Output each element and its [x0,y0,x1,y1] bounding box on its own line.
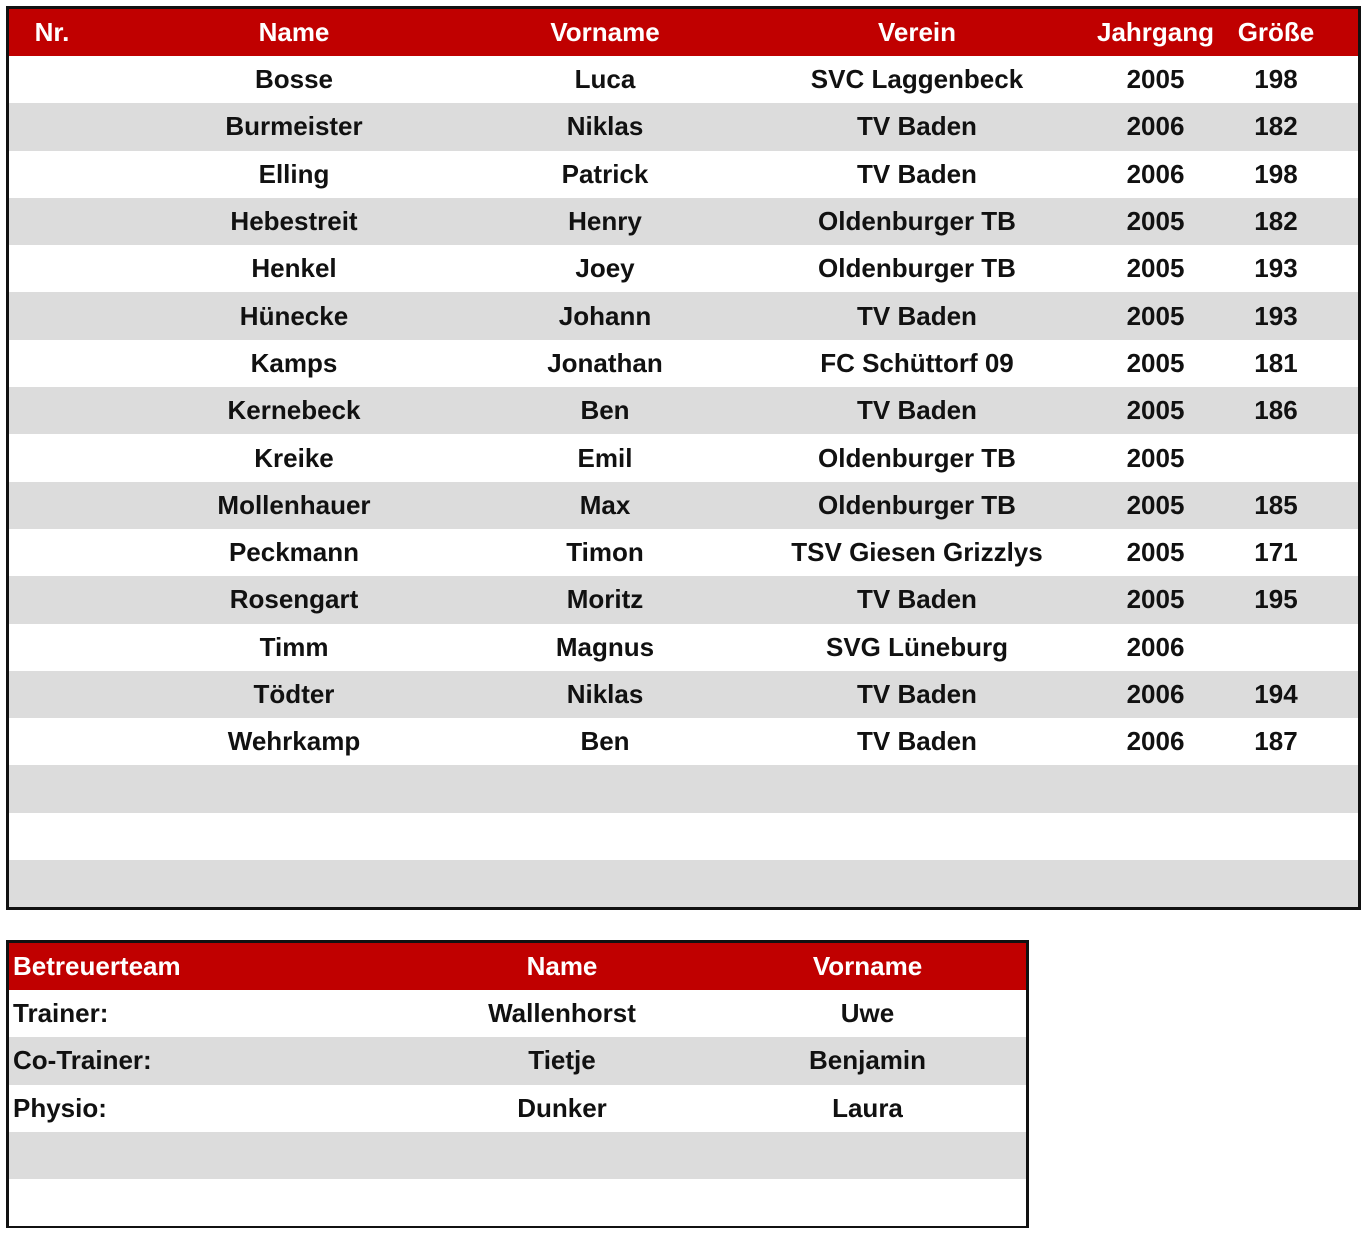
cell-groesse [1194,813,1358,860]
cell-name [95,860,493,907]
cell-verein: TV Baden [857,679,977,709]
cell-vorname: Jonathan [547,347,663,378]
cell-name: Burmeister [225,111,363,142]
cell-vorname [493,860,717,907]
cell-verein: TV Baden [857,584,977,615]
cell-jahrgang: 2006 [1126,679,1185,709]
cell-name: Kernebeck [227,395,361,426]
cell-staff-vorname: Benjamin [808,1045,927,1076]
cell-vorname [493,765,717,812]
cell-groesse [1194,624,1358,671]
table-row [9,198,1358,245]
cell-groesse: 186 [1254,395,1298,426]
table-row [9,1132,1026,1179]
table-row [9,434,1358,481]
cell-verein: TV Baden [857,158,977,189]
cell-staff-name: Dunker [517,1092,607,1123]
cell-nr [9,576,95,623]
header-nr: Nr. [34,17,70,47]
cell-name: Hebestreit [230,206,358,237]
cell-vorname: Emil [577,442,633,473]
table-row [9,1085,1026,1132]
cell-role [9,1179,415,1226]
cell-verein: Oldenburger TB [818,489,1016,520]
header-betreuerteam: Betreuerteam [13,951,181,981]
cell-staff-vorname [709,1179,1026,1226]
staff-table [6,940,1029,1228]
table-row [9,292,1358,339]
cell-nr [9,103,95,150]
cell-groesse [1194,765,1358,812]
cell-jahrgang: 2005 [1126,584,1185,615]
cell-groesse: 198 [1254,158,1298,189]
cell-name: Elling [258,158,330,189]
cell-jahrgang: 2005 [1126,253,1185,284]
cell-nr [9,860,95,907]
cell-name: Hünecke [239,300,349,331]
cell-verein: Oldenburger TB [818,253,1016,284]
table-row [9,1037,1026,1084]
table-row [9,103,1358,150]
cell-verein [717,765,1117,812]
cell-nr [9,245,95,292]
cell-vorname: Max [579,489,631,520]
cell-vorname [493,813,717,860]
cell-name: Bosse [254,64,334,95]
cell-staff-vorname: Uwe [840,998,895,1029]
cell-name: Peckmann [228,537,360,568]
table-row [9,387,1358,434]
staff-header-row [9,943,1026,990]
cell-vorname: Ben [580,726,630,757]
cell-vorname: Patrick [561,158,649,189]
cell-nr [9,434,95,481]
header-groesse: Größe [1237,17,1315,47]
cell-verein: SVG Lüneburg [826,631,1008,662]
cell-jahrgang: 2005 [1126,442,1185,473]
cell-name: Tödter [253,679,335,709]
cell-groesse: 182 [1254,206,1298,237]
cell-name [95,813,493,860]
cell-groesse: 194 [1254,679,1298,709]
cell-verein: TSV Giesen Grizzlys [791,537,1043,568]
cell-vorname: Timon [566,537,644,568]
header-verein: Verein [877,17,957,47]
roster-header-row [9,9,1358,56]
roster-body [9,56,1358,907]
cell-staff-name: Wallenhorst [488,998,636,1029]
cell-jahrgang: 2006 [1126,631,1185,662]
cell-name: Kamps [250,347,338,378]
table-row [9,624,1358,671]
cell-nr [9,765,95,812]
table-row [9,813,1358,860]
cell-vorname: Luca [574,64,636,95]
table-row [9,340,1358,387]
cell-nr [9,56,95,103]
roster-table [6,6,1361,910]
cell-jahrgang: 2005 [1126,347,1185,378]
table-row [9,56,1358,103]
cell-groesse: 182 [1254,111,1298,142]
cell-vorname: Johann [558,300,652,331]
header-name: Name [258,17,330,47]
cell-groesse: 195 [1254,584,1298,615]
cell-verein: SVC Laggenbeck [810,64,1024,95]
cell-nr [9,671,95,718]
cell-role: Trainer: [13,998,109,1029]
table-row [9,151,1358,198]
table-row [9,529,1358,576]
cell-jahrgang: 2005 [1126,300,1185,331]
cell-vorname: Henry [568,206,642,237]
cell-jahrgang: 2006 [1126,111,1185,142]
cell-role [9,1132,415,1179]
cell-staff-vorname: Laura [832,1092,903,1123]
cell-vorname: Joey [575,253,635,284]
cell-nr [9,482,95,529]
cell-nr [9,387,95,434]
cell-verein: TV Baden [857,726,977,757]
table-row [9,245,1358,292]
cell-nr [9,292,95,339]
header-vorname: Vorname [550,17,660,47]
cell-verein: FC Schüttorf 09 [820,347,1014,378]
table-row [9,860,1358,907]
cell-verein [717,813,1117,860]
cell-verein: Oldenburger TB [818,442,1016,473]
cell-groesse: 193 [1254,253,1298,284]
table-row [9,990,1026,1037]
cell-jahrgang: 2005 [1126,395,1185,426]
cell-groesse: 198 [1254,64,1298,95]
cell-vorname: Magnus [555,631,655,662]
cell-groesse: 181 [1254,347,1298,378]
header-staff-vorname: Vorname [812,951,923,981]
cell-jahrgang [1117,813,1194,860]
table-row [9,765,1358,812]
cell-groesse: 185 [1254,489,1298,520]
cell-vorname: Niklas [566,111,644,142]
staff-body [9,990,1026,1226]
header-jahrgang: Jahrgang [1096,17,1215,47]
cell-vorname: Niklas [566,679,644,709]
cell-name: Henkel [251,253,337,284]
cell-jahrgang: 2005 [1126,206,1185,237]
cell-groesse: 187 [1254,726,1298,757]
table-row [9,482,1358,529]
cell-nr [9,198,95,245]
cell-name: Timm [259,631,329,662]
cell-jahrgang [1117,765,1194,812]
cell-nr [9,718,95,765]
cell-nr [9,813,95,860]
cell-jahrgang: 2006 [1126,726,1185,757]
cell-jahrgang: 2005 [1126,64,1185,95]
cell-verein: Oldenburger TB [818,206,1016,237]
cell-name: Kreike [254,442,334,473]
cell-staff-vorname [709,1132,1026,1179]
cell-jahrgang: 2005 [1126,489,1185,520]
table-row [9,718,1358,765]
cell-groesse: 171 [1254,537,1298,568]
cell-staff-name [415,1132,709,1179]
cell-staff-name: Tietje [528,1045,596,1076]
cell-staff-name [415,1179,709,1226]
cell-jahrgang: 2006 [1126,158,1185,189]
cell-verein: TV Baden [857,111,977,142]
cell-groesse [1194,860,1358,907]
cell-name: Rosengart [229,584,359,615]
cell-role: Physio: [13,1092,107,1123]
cell-jahrgang [1117,860,1194,907]
cell-groesse [1194,434,1358,481]
cell-nr [9,340,95,387]
cell-vorname: Ben [580,395,630,426]
cell-vorname: Moritz [566,584,644,615]
cell-name: Wehrkamp [227,726,361,757]
cell-name: Mollenhauer [217,489,371,520]
cell-jahrgang: 2005 [1126,537,1185,568]
cell-verein: TV Baden [857,395,977,426]
cell-nr [9,529,95,576]
cell-nr [9,624,95,671]
cell-verein [717,860,1117,907]
cell-role: Co-Trainer: [13,1045,152,1076]
table-row [9,576,1358,623]
cell-verein: TV Baden [857,300,977,331]
table-row [9,671,1358,718]
cell-groesse: 193 [1254,300,1298,331]
table-row [9,1179,1026,1226]
header-staff-name: Name [526,951,598,981]
cell-nr [9,151,95,198]
cell-name [95,765,493,812]
